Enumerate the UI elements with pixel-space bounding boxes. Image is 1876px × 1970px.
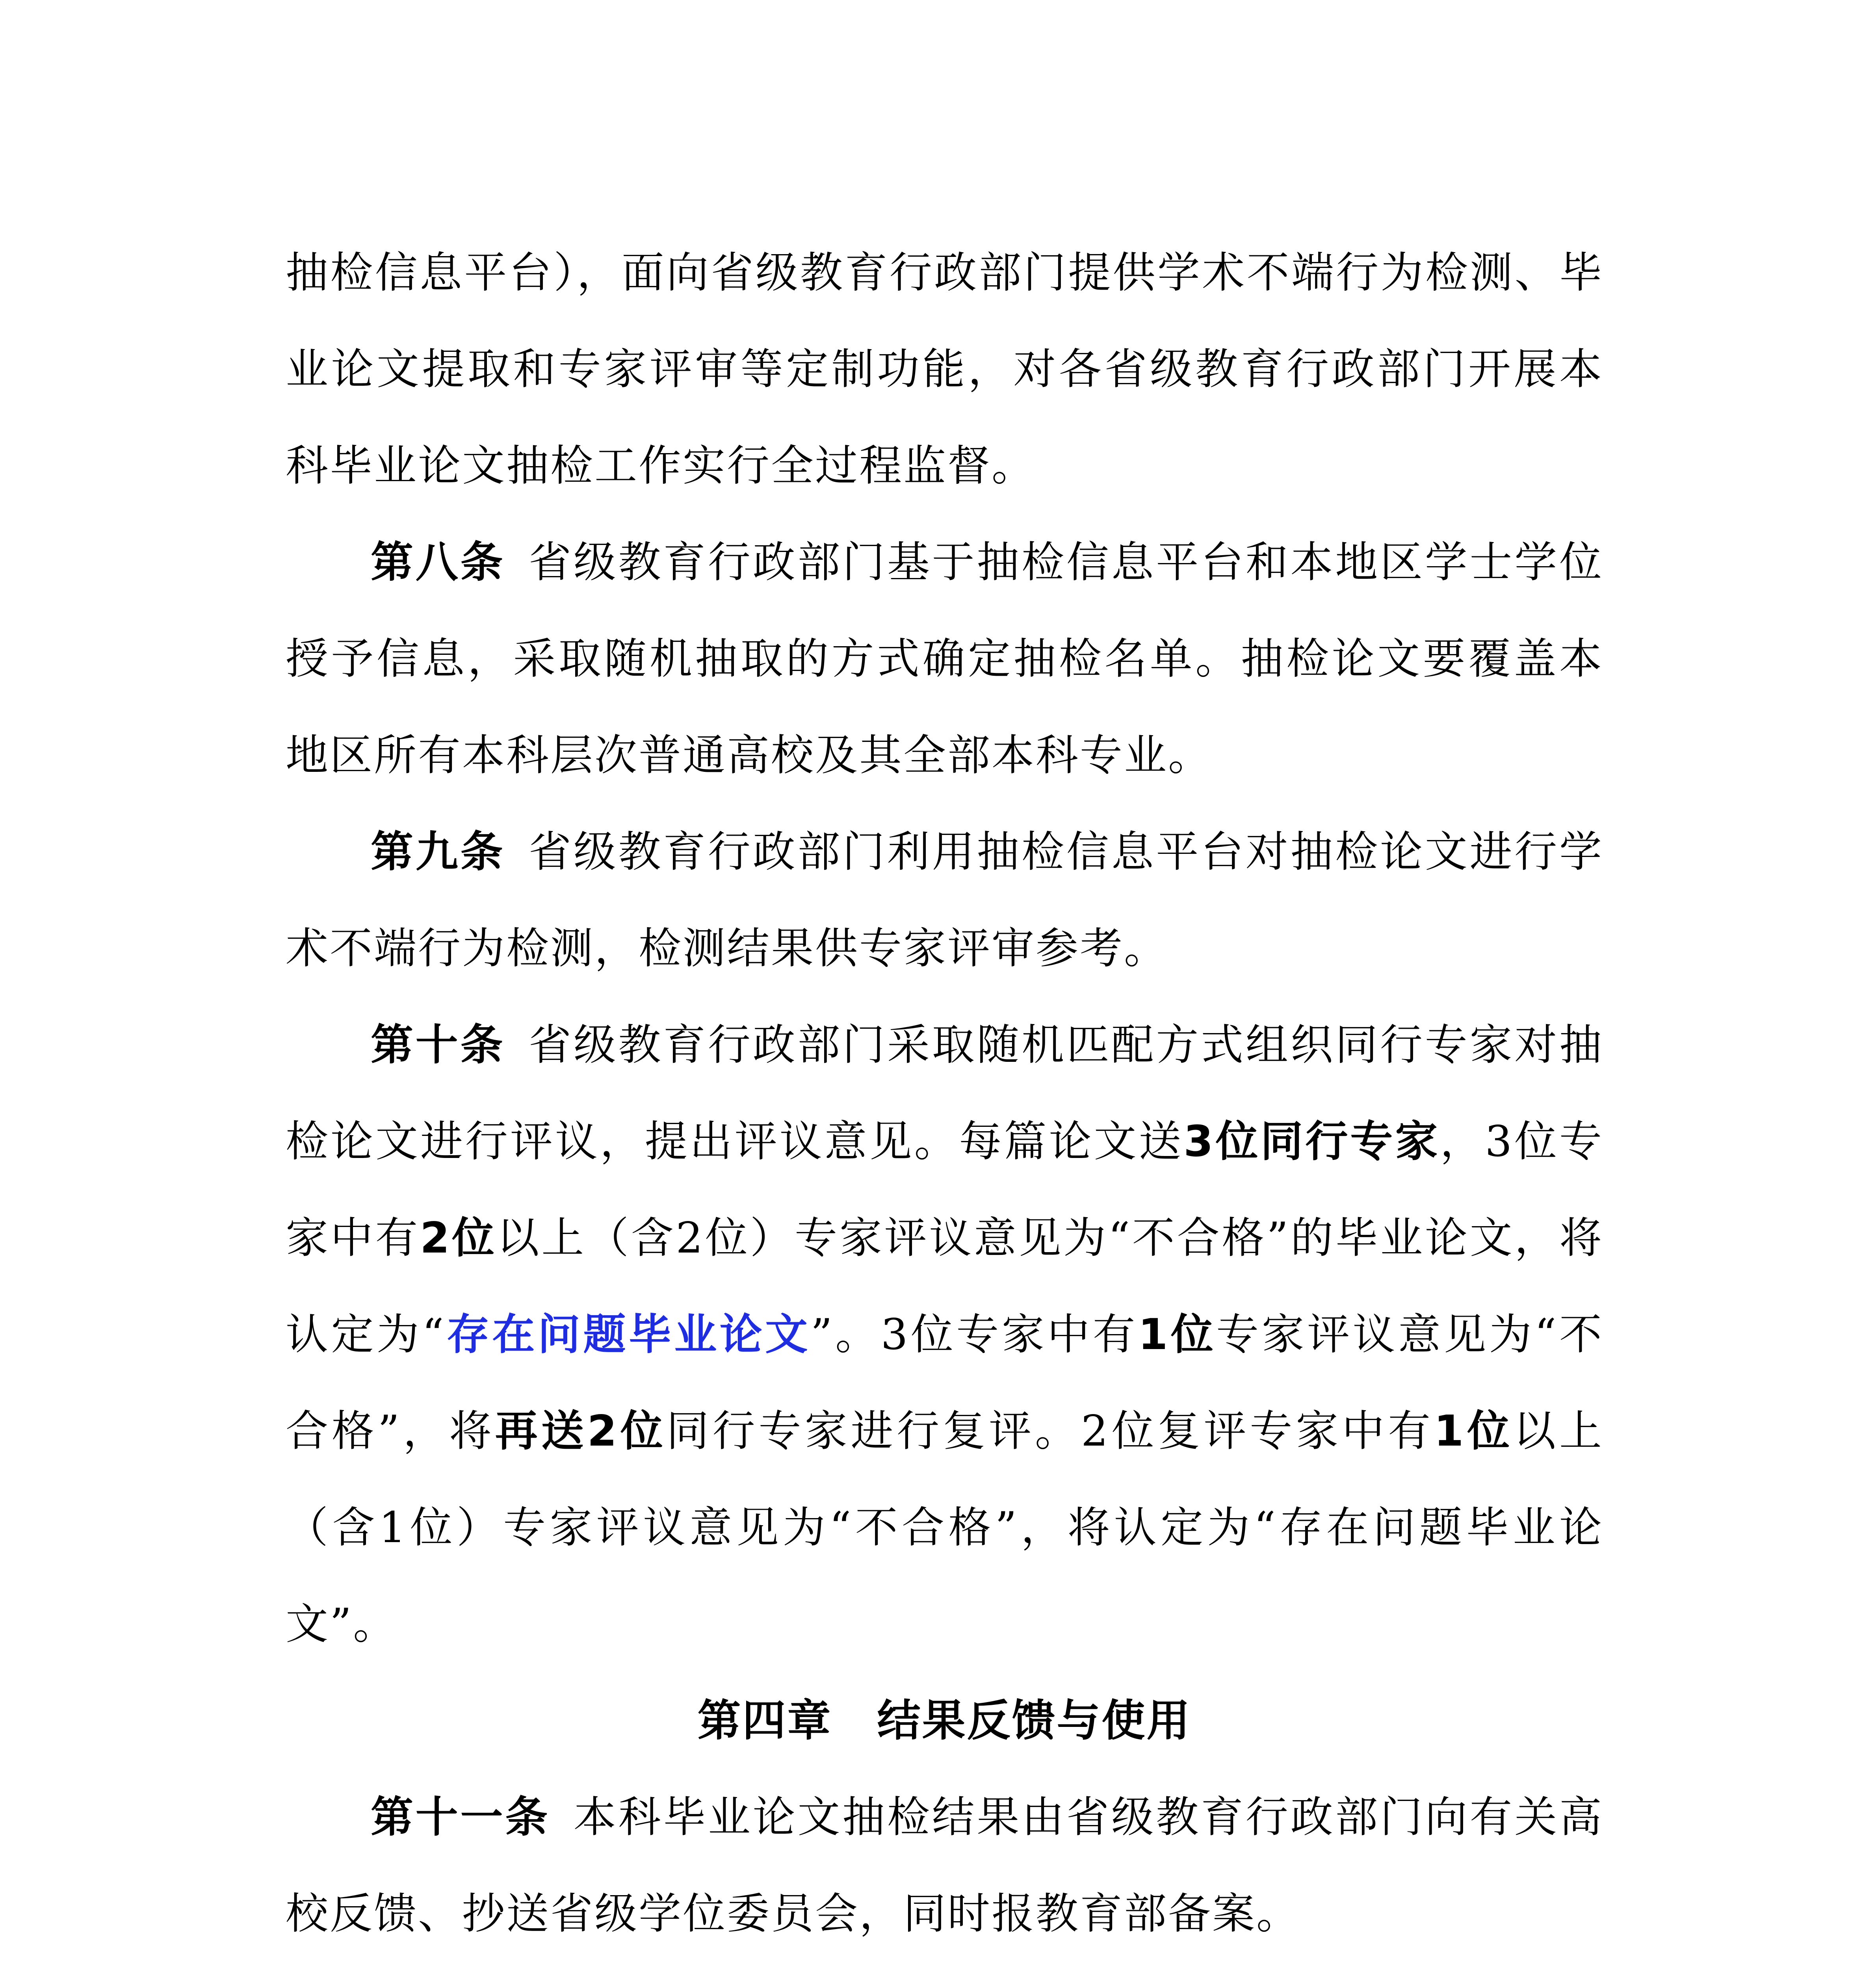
article-10-text: 省级教育行政部门采取随机匹配方式组织同行专家对抽检论文进行评议，提出评议意见。每篇论文送 (286, 1020, 1603, 1166)
emphasis-resend-two: 再送2位 (495, 1407, 667, 1456)
article-11-heading: 第十一条 (371, 1793, 550, 1842)
article-9-text: 省级教育行政部门利用抽检信息平台对抽检论文进行学术不端行为检测，检测结果供专家评审参考。 (286, 827, 1603, 973)
article-12 (286, 1962, 1603, 1970)
chapter-4-title: 第四章 结果反馈与使用 (697, 1695, 1192, 1746)
article-10-heading: 第十条 (371, 1020, 505, 1070)
emphasis-two-experts: 2位 (420, 1214, 497, 1263)
article-8 (286, 514, 1603, 804)
article-8-text: 省级教育行政部门基于抽检信息平台和本地区学士学位授予信息，采取随机抽取的方式确定抽检名单。抽检论文要覆盖本地区所有本科层次普通高校及其全部本科专业。 (286, 538, 1603, 780)
document-body (286, 225, 1603, 1970)
article-11 (286, 1769, 1603, 1962)
article-11-text: 本科毕业论文抽检结果由省级教育行政部门向有关高校反馈、抄送省级学位委员会，同时报教育部备案。 (286, 1793, 1603, 1938)
emphasis-one-expert-review: 1位 (1434, 1407, 1514, 1456)
problem-thesis-link[interactable]: 存在问题毕业论文 (445, 1310, 811, 1359)
article-10: 第十条 省级教育行政部门采取随机匹配方式组织同行专家对抽检论文进行评议，提出评议意见。每篇论文送3位同行专家，3位专家中有2位以上（含2位）专家评议意见为“不合格”的毕业论文，将认定为“存在问题毕业论文”。3位专家中有1位专家评议意见为“不合格”，将再送2位同行专家进行复评。2位复评专家中有1位以上（含1位）专家评议意见为“不合格”，将认定为“存在问题毕业论文”。 (286, 1020, 1603, 1649)
article-9-heading: 第九条 (371, 827, 505, 877)
article-8-heading: 第八条 (371, 538, 505, 587)
article-9 (286, 804, 1603, 997)
paragraph-continuation: 抽检信息平台），面向省级教育行政部门提供学术不端行为检测、毕业论文提取和专家评审等定制功能，对各省级教育行政部门开展本科毕业论文抽检工作实行全过程监督。 (286, 248, 1603, 491)
emphasis-three-experts: 3位同行专家 (1183, 1117, 1440, 1166)
emphasis-one-expert: 1位 (1138, 1310, 1217, 1359)
